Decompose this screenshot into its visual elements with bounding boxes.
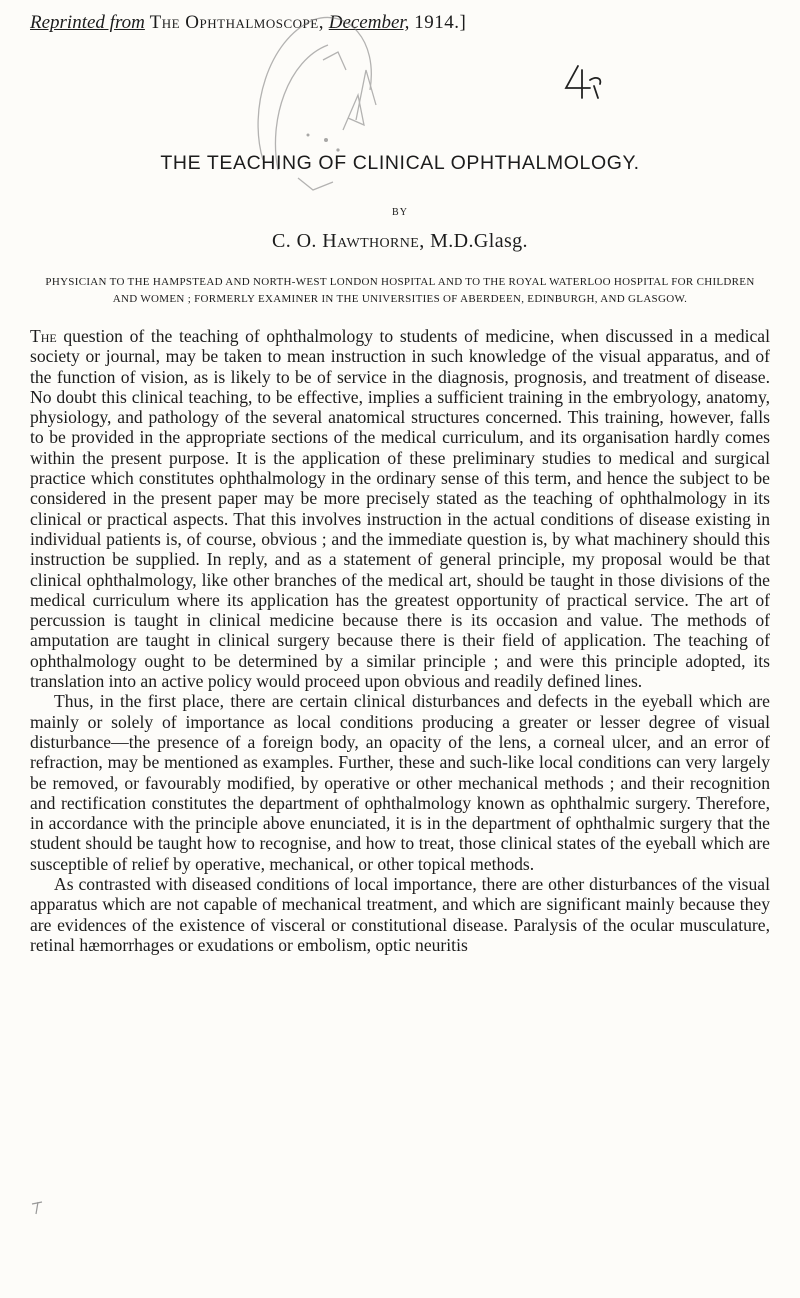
pencil-mark-icon [30, 1198, 50, 1218]
author-degree: M.D.Glasg. [430, 230, 528, 252]
author-surname: Hawthorne, [322, 230, 425, 252]
paragraph-1-text: question of the teaching of ophthalmology to students of medicine, when discussed in a medical society or journal, may be taken to mean instruction in such knowledge of the visual apparatus, and of the function of vision, as is likely to be of service in the diagnosis, prognosis, and treatment of disease. No doubt this clinical teaching, to be effective, implies a sufficient training in the embryology, anatomy, physiology, and pathology of the several anatomical structures concerned. This training, however, falls to be provided in the appropriate sections of the medical curriculum, and its organisation hardly comes within the present purpose. It is the application of these preliminary studies to medical and surgical practice which constitutes ophthalmology in the ordinary sense of this term, and hence the subject to be considered in the present paper may be more precisely stated as the teaching of ophthalmology in its clinical or practical aspects. That this involves instruction in the actual conditions of disease existing in individual patients is, of course, obvious ; and the immediate question is, by what machinery should this instruction be supplied. In reply, and as a statement of general principle, my proposal would be that clinical ophthalmology, like other branches of the medical art, should be taught in those divisions of the medical curriculum where its application has the greatest opportunity of practical service. The art of percussion is taught in clinical medicine because there is its occasion and value. The methods of amputation are taught in clinical surgery because there is their field of application. The teaching of ophthalmology ought to be determined by a similar principle ; and were this principle adopted, its translation into an active policy would proceed upon obvious and readily defined lines. [30, 326, 770, 692]
byline: BY [392, 207, 408, 218]
paragraph-1-lead: The [30, 326, 57, 346]
reprint-label: Reprinted from [30, 12, 145, 33]
journal-name: The Ophthalmoscope, [149, 12, 324, 33]
author-affiliation: PHYSICIAN TO THE HAMPSTEAD AND NORTH-WEST LONDON HOSPITAL AND TO THE ROYAL WATERLOO HOSPITAL FOR CHILDREN AND WOMEN ; FORMERLY EXAMINER IN THE UNIVERSITIES OF ABERDEEN, EDINBURGH, AND GLASGOW. [45, 276, 755, 305]
article-body [30, 326, 770, 955]
paragraph-3: As contrasted with diseased conditions of local importance, there are other disturbances of the visual apparatus which are not capable of mechanical treatment, and which are significant mainly because they are evidences of the existence of visceral or constitutional disease. Paralysis of the ocular musculature, retinal hæmorrhages or exudations or embolism, optic neuritis [30, 874, 770, 955]
author-initials: C. O. [272, 230, 317, 252]
paragraph-1 [30, 326, 770, 691]
handwritten-note-icon [560, 62, 606, 102]
author-line [0, 230, 800, 253]
article-title: THE TEACHING OF CLINICAL OPHTHALMOLOGY. [160, 152, 640, 174]
paragraph-2: Thus, in the first place, there are certain clinical disturbances and defects in the eyeball which are mainly or solely of importance as local conditions producing a greater or lesser degree of visual disturbance—the presence of a foreign body, an opacity of the lens, a corneal ulcer, and an error of refraction, may be mentioned as examples. Further, these and such-like local conditions can very largely be removed, or favourably modified, by operative or other mechanical methods ; and their recognition and rectification constitutes the department of ophthalmology known as ophthalmic surgery. Therefore, in accordance with the principle above enunciated, it is in the department of ophthalmic surgery that the student should be taught how to recognise, and how to treat, those clinical states of the eyeball which are susceptible of relief by operative, mechanical, or other topical methods. [30, 691, 770, 874]
issue-month: December, [328, 12, 410, 33]
issue-year: 1914.] [414, 12, 467, 33]
library-stamp-icon [238, 0, 383, 225]
